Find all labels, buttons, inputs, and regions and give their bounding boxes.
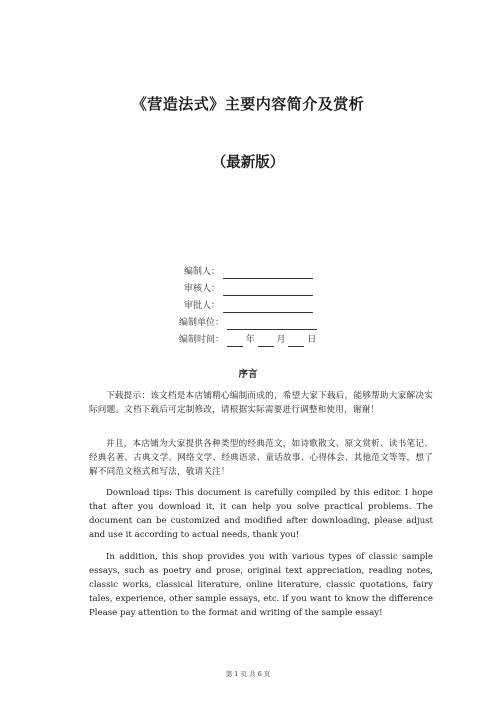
preface-paragraph: 并且，本店铺为大家提供各种类型的经典范文，如诗歌散文、原文赏析、读书笔记、经典名著、古典文学、网络文学、经典语录、童话故事、心得体会、其他范文等等，想了解不同范文格式和写法，敬请关注！ xyxy=(89,439,433,477)
editor-label: 编制人： xyxy=(184,267,221,277)
approver-label: 审批人： xyxy=(184,301,221,311)
unit-label: 编制单位： xyxy=(179,318,225,328)
preface-heading: 序言 xyxy=(238,369,258,380)
day-line xyxy=(288,335,304,347)
preface-paragraph: Download tips: This document is carefully compiled by this editor. I hope that after you download it, it can help you solve practical problems. The document can be customized and modified after downloading, please adjust and use it according to actual needs, thank you! xyxy=(89,488,433,540)
unit-row xyxy=(179,316,317,330)
preface-paragraph: 下载提示：该文档是本店铺精心编制而成的，希望大家下载后，能够帮助大家解决实际问题。文档下载后可定制修改，请根据实际需要进行调整和使用，谢谢！ xyxy=(89,391,433,415)
page-footer: 第 1 页 共 6 页 xyxy=(225,670,271,678)
editor-line xyxy=(223,267,313,279)
editor-row xyxy=(184,265,313,279)
approver-line xyxy=(223,301,313,313)
year-unit: 年 xyxy=(245,335,255,345)
month-unit: 月 xyxy=(276,335,286,345)
month-line xyxy=(258,335,274,347)
document-subtitle: （最新版） xyxy=(211,155,285,171)
year-line xyxy=(227,335,243,347)
date-row xyxy=(179,333,316,347)
approver-row xyxy=(184,299,313,313)
date-label: 编制时间： xyxy=(179,335,225,345)
preface-paragraph: In addition, this shop provides you with various types of classic sample essays, such as poetry and prose, original text appreciation, reading notes, classic works, classical literature, online literature, classic quotations, fairy tales, experience, other sample essays, etc. if you want to know the difference Please pay attention to the format and writing of the sample essay! xyxy=(89,552,433,618)
reviewer-line xyxy=(223,284,313,296)
reviewer-row xyxy=(184,282,313,296)
reviewer-label: 审核人： xyxy=(184,284,221,294)
unit-line xyxy=(227,318,317,330)
document-title: 《营造法式》主要内容简介及赏析 xyxy=(131,95,365,113)
day-unit: 日 xyxy=(307,335,317,345)
